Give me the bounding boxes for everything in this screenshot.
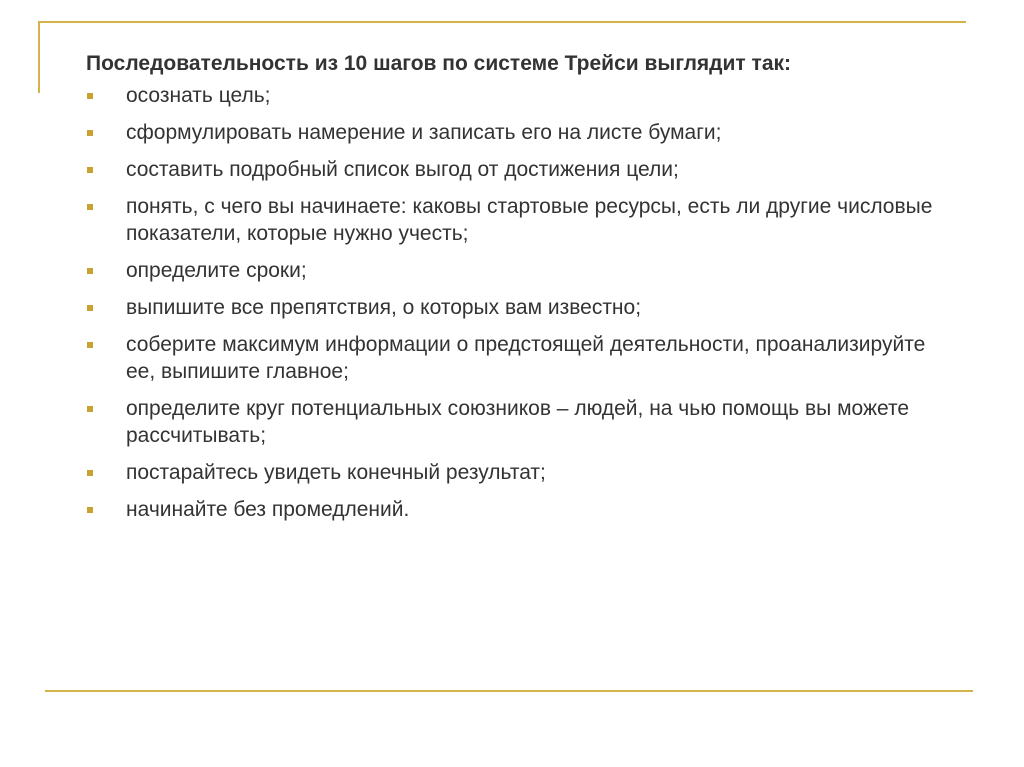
list-item-text: понять, с чего вы начинаете: каковы стартовые ресурсы, есть ли другие числовые показатели, которые нужно учесть; [126,195,933,245]
list-item [86,496,996,523]
steps-list [86,82,996,523]
square-bullet-icon [87,470,93,476]
square-bullet-icon [87,406,93,412]
list-item [86,82,996,109]
list-item [86,257,996,284]
list-item [86,331,946,385]
list-item-text: соберите максимум информации о предстоящей деятельности, проанализируйте ее, выпишите главное; [126,333,926,383]
frame-left-line [38,21,40,93]
slide-content [86,50,996,533]
slide-heading: Последовательность из 10 шагов по системе Трейси выглядит так: [86,52,791,75]
list-item [86,459,996,486]
list-item-text: осознать цель; [126,84,271,107]
square-bullet-icon [87,204,93,210]
list-item [86,119,996,146]
list-item-text: определите круг потенциальных союзников – людей, на чью помощь вы можете рассчитывать; [126,397,910,447]
square-bullet-icon [87,167,93,173]
list-item-text: определите сроки; [126,259,307,282]
list-item [86,193,946,247]
square-bullet-icon [87,305,93,311]
square-bullet-icon [87,507,93,513]
list-item-text: составить подробный список выгод от достижения цели; [126,158,679,181]
frame-top-line [38,21,966,23]
list-item [86,294,996,321]
list-item [86,156,996,183]
square-bullet-icon [87,342,93,348]
square-bullet-icon [87,268,93,274]
square-bullet-icon [87,130,93,136]
list-item-text: начинайте без промедлений. [126,498,410,521]
list-item-text: сформулировать намерение и записать его на листе бумаги; [126,121,722,144]
list-item [86,395,1024,449]
list-item-text: постарайтесь увидеть конечный результат; [126,461,546,484]
frame-bottom-line [45,690,973,692]
list-item-text: выпишите все препятствия, о которых вам известно; [126,296,642,319]
square-bullet-icon [87,93,93,99]
